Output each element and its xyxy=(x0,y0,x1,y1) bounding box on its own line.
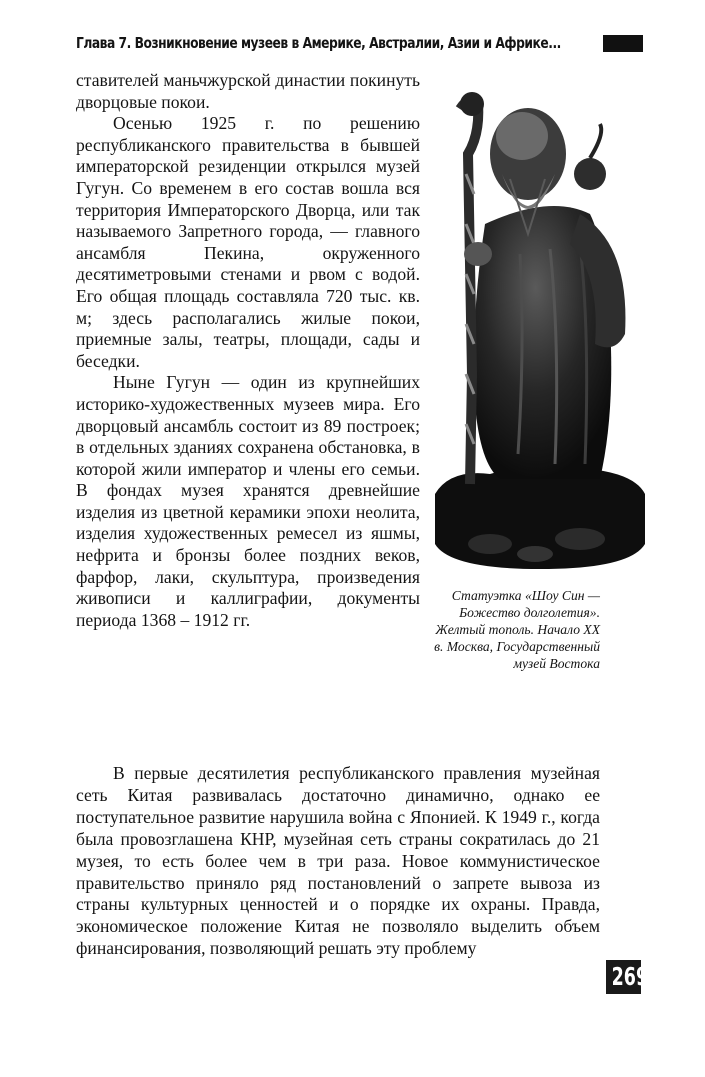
paragraph-4: В первые десятилетия республиканского правления музейная сеть Китая развивалась достаточно динамично, однако ее поступательное развитие нарушила война с Японией. К 1949 г., когда была провозглашена КНР, музейная сеть страны сократилась до 21 музея, то есть более чем в три раза. Новое коммунистическое правительство приняло ряд постановлений о запрете вывоза из страны культурных ценностей и о порядке их охраны. Правда, экономическое положение Китая не позволяло выделить объем финансирования, позволяющий решать эту проблему xyxy=(76,763,600,959)
statuette-image xyxy=(430,74,650,574)
paragraph-3: Ныне Гугун — один из крупнейших историко-художественных музеев мира. Его дворцовый ансамбль состоит из 89 построек; в отдельных зданиях сохранена обстановка, в которой жили император и члены его семьи. В фондах музея хранятся древнейшие изделия из цветной керамики эпохи неолита, изделия художественных ремесел из яшмы, нефрита и бронзы более поздних веков, фарфор, лаки, скульптура, произведения живописи и каллиграфии, документы периода 1368 – 1912 гг. xyxy=(76,372,420,630)
page-number: 269 xyxy=(606,960,641,994)
full-width-text xyxy=(76,763,600,960)
figure-caption: Статуэтка «Шоу Син — Божество долголетия». Желтый тополь. Начало XX в. Москва, Государственный музей Востока xyxy=(434,588,600,671)
column-text xyxy=(76,70,420,631)
header-bar xyxy=(603,35,643,52)
running-head: Глава 7. Возникновение музеев в Америке, Австралии, Азии и Африке... xyxy=(76,34,561,52)
paragraph-2: Осенью 1925 г. по решению республиканского правительства в бывшей императорской резиденции открылся музей Гугун. Со временем в его состав вошла вся территория Императорского Дворца, или так называемого Запретного города, — главного ансамбля Пекина, окруженного десятиметровыми стенами и рвом с водой. Его общая площадь составляла 720 тыс. кв. м; здесь располагались жилые покои, приемные залы, театры, площади, сады и беседки. xyxy=(76,113,420,371)
paragraph-1: ставителей маньчжурской династии покинуть дворцовые покои. xyxy=(76,70,420,112)
statuette-photo xyxy=(430,74,650,574)
